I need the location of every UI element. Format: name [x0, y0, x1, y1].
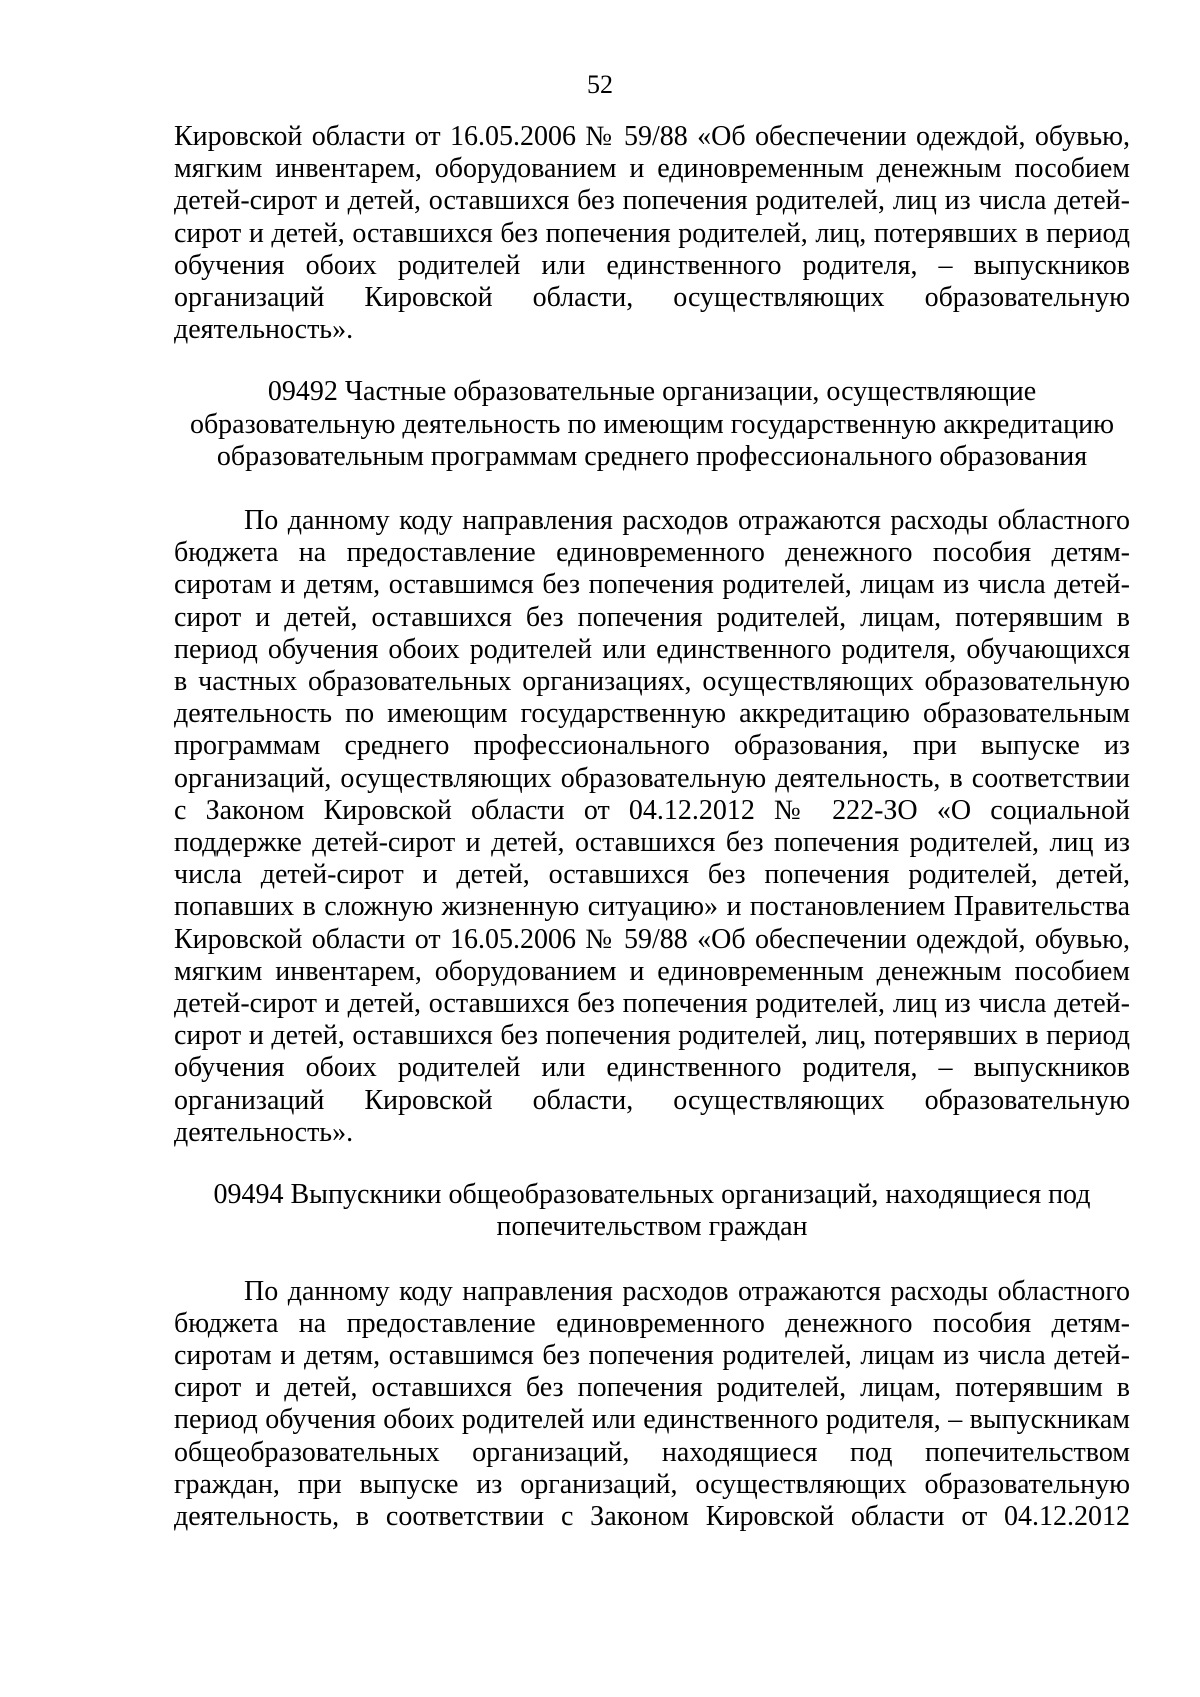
- heading-line: образовательным программам среднего профессионального образования: [216, 440, 1088, 472]
- paragraph-09492: [174, 505, 1130, 1149]
- text-line: числа детей-сирот и детей, оставшихся без попечения родителей, детей,: [174, 859, 1130, 891]
- text-line: детей-сирот и детей, оставшихся без попечения родителей, лиц из числа детей-: [174, 185, 1130, 217]
- text-line: попавших в сложную жизненную ситуацию» и постановлением Правительства: [174, 891, 1130, 923]
- text-line: обучения обоих родителей или единственного родителя, – выпускников: [174, 249, 1130, 281]
- text-line: с Законом Кировской области от 04.12.2012 № 222-ЗО «О социальной: [174, 794, 1130, 826]
- text-line: деятельность».: [174, 314, 354, 346]
- document-body: [174, 121, 1130, 1533]
- text-line: организаций, осуществляющих образовательную деятельность, в соответствии: [174, 762, 1130, 794]
- text-line: мягким инвентарем, оборудованием и единовременным денежным пособием: [174, 153, 1130, 185]
- text-line: сирот и детей, оставшихся без попечения родителей, лицам, потерявшим в: [174, 601, 1130, 633]
- text-line: период обучения обоих родителей или единственного родителя, обучающихся: [174, 633, 1130, 665]
- heading-line: 09494 Выпускники общеобразовательных организаций, находящиеся под: [213, 1179, 1091, 1211]
- text-line: сирот и детей, оставшихся без попечения родителей, лиц, потерявших в период: [174, 1020, 1130, 1052]
- section-heading-09492: [174, 376, 1130, 473]
- text-line: поддержке детей-сирот и детей, оставшихся без попечения родителей, лиц из: [174, 827, 1130, 859]
- text-line: По данному коду направления расходов отражаются расходы областного: [244, 1275, 1130, 1307]
- text-line: сиротам и детям, оставшимся без попечения родителей, лицам из числа детей-: [174, 569, 1130, 601]
- heading-line: попечительством граждан: [496, 1211, 808, 1243]
- text-line: деятельность, в соответствии с Законом Кировской области от 04.12.2012: [174, 1500, 1130, 1532]
- text-line: детей-сирот и детей, оставшихся без попечения родителей, лиц из числа детей-: [174, 988, 1130, 1020]
- text-line: организаций Кировской области, осуществляющих образовательную: [174, 1084, 1130, 1116]
- text-line: Кировской области от 16.05.2006 № 59/88 «Об обеспечении одеждой, обувью,: [174, 121, 1130, 152]
- text-line: организаций Кировской области, осуществляющих образовательную: [174, 282, 1130, 314]
- text-line: сирот и детей, оставшихся без попечения родителей, лиц, потерявших в период: [174, 217, 1130, 249]
- text-line: в частных образовательных организациях, осуществляющих образовательную: [174, 666, 1130, 698]
- text-line: программам среднего профессионального образования, при выпуске из: [174, 730, 1130, 762]
- text-line: сиротам и детям, оставшимся без попечения родителей, лицам из числа детей-: [174, 1339, 1130, 1371]
- text-line: общеобразовательных организаций, находящиеся под попечительством: [174, 1436, 1130, 1468]
- text-line: Кировской области от 16.05.2006 № 59/88 «Об обеспечении одеждой, обувью,: [174, 923, 1130, 955]
- text-line: период обучения обоих родителей или единственного родителя, – выпускникам: [174, 1404, 1130, 1436]
- page-number: 52: [587, 70, 613, 99]
- section-heading-09494: [174, 1179, 1130, 1243]
- text-line: граждан, при выпуске из организаций, осуществляющих образовательную: [174, 1468, 1130, 1500]
- text-line: деятельность по имеющим государственную аккредитацию образовательным: [174, 698, 1130, 730]
- text-line: бюджета на предоставление единовременного денежного пособия детям-: [174, 1307, 1130, 1339]
- paragraph-09494: [174, 1276, 1130, 1534]
- text-line: По данному коду направления расходов отражаются расходы областного: [244, 505, 1130, 537]
- heading-line: образовательную деятельность по имеющим государственную аккредитацию: [189, 408, 1115, 440]
- paragraph-continuation: [174, 121, 1130, 346]
- heading-line: 09492 Частные образовательные организации, осуществляющие: [267, 376, 1037, 408]
- text-line: бюджета на предоставление единовременного денежного пособия детям-: [174, 537, 1130, 569]
- text-line: мягким инвентарем, оборудованием и единовременным денежным пособием: [174, 955, 1130, 987]
- text-line: деятельность».: [174, 1116, 354, 1148]
- text-line: обучения обоих родителей или единственного родителя, – выпускников: [174, 1052, 1130, 1084]
- text-line: сирот и детей, оставшихся без попечения родителей, лицам, потерявшим в: [174, 1372, 1130, 1404]
